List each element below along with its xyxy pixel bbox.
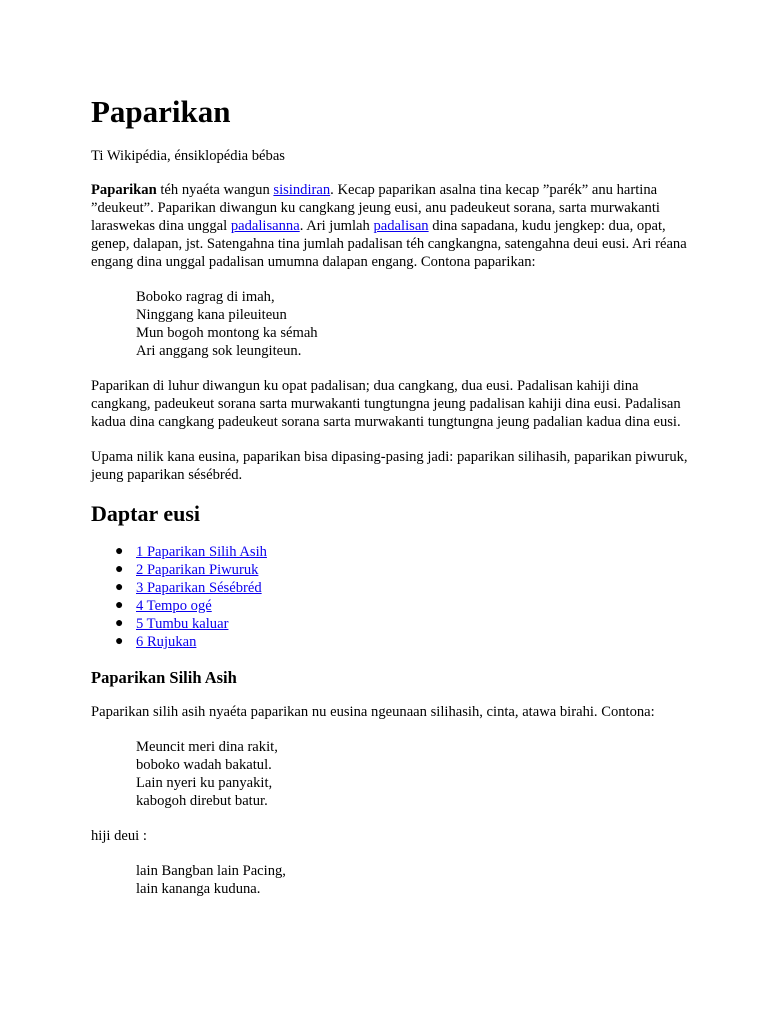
table-of-contents <box>91 543 691 651</box>
toc-item <box>115 561 691 579</box>
toc-link-rujukan[interactable]: 6 Rujukan <box>136 634 197 650</box>
intro-text-2: . Kecap paparikan asalna tina kecap ”parék” anu hartina ”deukeut”. Paparikan diwangun ku cangkang jeung eusi, anu padeukeut sorana, sarta murwakanti laraswekas dina unggal <box>91 182 660 234</box>
poem-line: kabogoh direbut batur. <box>136 793 268 809</box>
bullet-icon: ● <box>115 544 124 559</box>
intro-text-4: dina sapadana, kudu jengkep: dua, opat, genep, dalapan, jst. Satengahna tina jumlah padalisan téh cangkangna, satengahna deui eusi. Ari réana engang dina unggal padalisan umumna dalapan engang. Contona paparikan: <box>91 218 687 270</box>
poem-example-2 <box>136 738 691 810</box>
bullet-icon: ● <box>115 580 124 595</box>
poem-line: Mun bogoh montong ka sémah <box>136 325 318 341</box>
intro-bold-term: Paparikan <box>91 182 157 198</box>
section-heading-silih-asih: Paparikan Silih Asih <box>91 668 237 687</box>
toc-link-tumbu-kaluar[interactable]: 5 Tumbu kaluar <box>136 616 229 632</box>
toc-heading: Daptar eusi <box>91 501 200 526</box>
bullet-icon: ● <box>115 634 124 649</box>
section-silih-asih-paragraph: Paparikan silih asih nyaéta paparikan nu eusina ngeunaan silihasih, cinta, atawa birahi. Contona: <box>91 704 655 720</box>
link-sisindiran[interactable]: sisindiran <box>273 182 331 198</box>
poem-line: Meuncit meri dina rakit, <box>136 739 278 755</box>
poem-example-3 <box>136 862 691 898</box>
paragraph-structure: Paparikan di luhur diwangun ku opat padalisan; dua cangkang, dua eusi. Padalisan kahiji dina cangkang, padeukeut sorana sarta murwakanti tungtungna jeung padalisan kahiji dina eusi. Padalisan kadua dina cangkang padeukeut sorana sarta murwakanti tungtungna jeung padalian kadua dina eusi. <box>91 378 681 430</box>
poem-line: lain kananga kuduna. <box>136 881 261 897</box>
toc-link-tempo-oge[interactable]: 4 Tempo ogé <box>136 598 212 614</box>
toc-item <box>115 633 691 651</box>
site-tagline: Ti Wikipédia, énsiklopédia bébas <box>91 148 285 164</box>
link-padalisanna[interactable]: padalisanna <box>230 218 300 234</box>
poem-line: boboko wadah bakatul. <box>136 757 272 773</box>
bullet-icon: ● <box>115 562 124 577</box>
toc-item <box>115 597 691 615</box>
toc-link-sesebred[interactable]: 3 Paparikan Sésébréd <box>136 580 262 596</box>
intro-paragraph <box>91 181 691 271</box>
intro-text-3: . Ari jumlah <box>299 218 374 234</box>
poem-line: Lain nyeri ku panyakit, <box>136 775 273 791</box>
bullet-icon: ● <box>115 616 124 631</box>
toc-link-silih-asih[interactable]: 1 Paparikan Silih Asih <box>136 544 267 560</box>
poem-example-1 <box>136 288 691 360</box>
poem-line: lain Bangban lain Pacing, <box>136 863 286 879</box>
link-padalisan[interactable]: padalisan <box>373 218 429 234</box>
page-title: Paparikan <box>91 94 231 129</box>
toc-item <box>115 543 691 561</box>
poem-line: Ari anggang sok leungiteun. <box>136 343 302 359</box>
paragraph-types: Upama nilik kana eusina, paparikan bisa dipasing-pasing jadi: paparikan silihasih, paparikan piwuruk, jeung paparikan sésébréd. <box>91 449 688 483</box>
bullet-icon: ● <box>115 598 124 613</box>
hiji-deui-label: hiji deui : <box>91 828 147 844</box>
article <box>91 94 691 915</box>
toc-item <box>115 615 691 633</box>
poem-line: Boboko ragrag di imah, <box>136 289 275 305</box>
poem-line: Ninggang kana pileuiteun <box>136 307 287 323</box>
intro-text-1: téh nyaéta wangun <box>156 182 274 198</box>
toc-link-piwuruk[interactable]: 2 Paparikan Piwuruk <box>136 562 259 578</box>
toc-item <box>115 579 691 597</box>
